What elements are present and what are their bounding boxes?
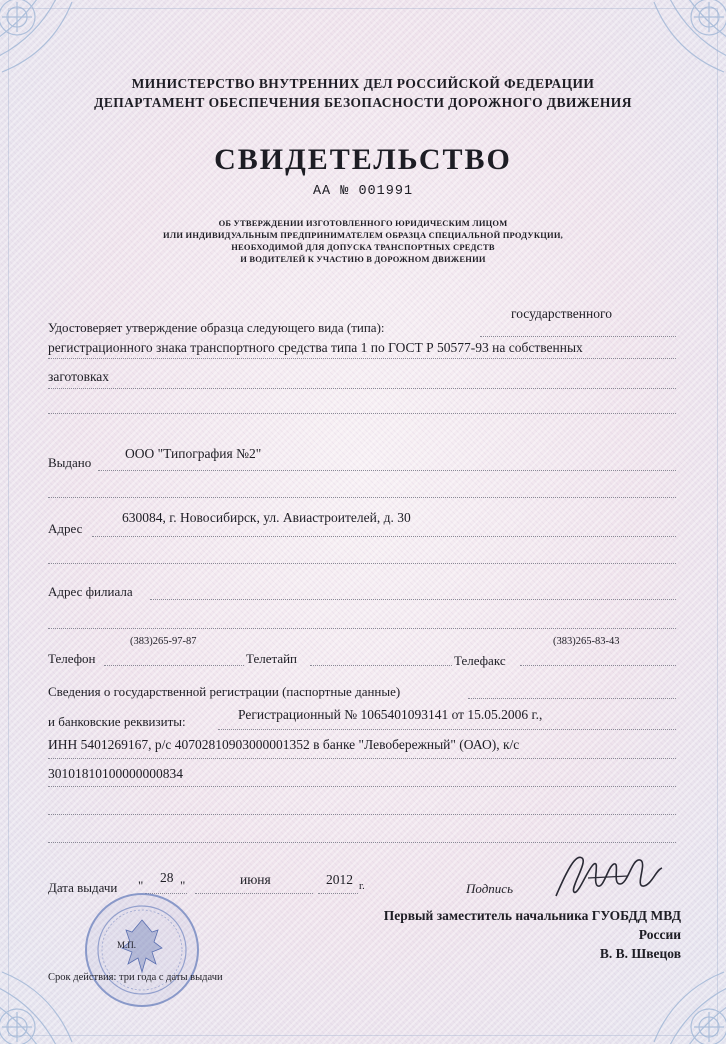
address-label: Адрес	[48, 521, 83, 536]
department-heading: ДЕПАРТАМЕНТ ОБЕСПЕЧЕНИЯ БЕЗОПАСНОСТИ ДОРОЖНОГО ДВИЖЕНИЯ	[94, 95, 632, 110]
document-title: СВИДЕТЕЛЬСТВО	[214, 143, 512, 176]
registration-value-line1: Регистрационный № 1065401093141 от 15.05.2006 г.,	[238, 707, 543, 722]
signature-icon	[548, 848, 668, 908]
quote-close: "	[180, 878, 186, 893]
serial-number: АА № 001991	[312, 184, 414, 199]
issue-month: июня	[240, 872, 271, 887]
approval-value-line3: заготовках	[48, 369, 110, 384]
subtitle-line: ОБ УТВЕРЖДЕНИИ ИЗГОТОВЛЕННОГО ЮРИДИЧЕСКИМ ЛИЦОМ	[218, 218, 508, 228]
subtitle-line: ИЛИ ИНДИВИДУАЛЬНЫМ ПРЕДПРИНИМАТЕЛЕМ ОБРАЗЦА СПЕЦИАЛЬНОЙ ПРОДУКЦИИ,	[163, 230, 563, 240]
phone-label: Телефон	[48, 651, 96, 666]
signatory-position: Первый заместитель начальника ГУОБДД МВД	[383, 908, 681, 923]
subtitle-line: НЕОБХОДИМОЙ ДЛЯ ДОПУСКА ТРАНСПОРТНЫХ СРЕДСТВ	[231, 242, 495, 252]
registration-value-line3: 30101810100000000834	[48, 766, 183, 781]
subtitle-line: И ВОДИТЕЛЕЙ К УЧАСТИЮ В ДОРОЖНОМ ДВИЖЕНИИ	[240, 254, 486, 264]
approval-value-line2: регистрационного знака транспортного средства типа 1 по ГОСТ Р 50577-93 на собственных	[48, 340, 583, 355]
issued-to-label: Выдано	[48, 455, 92, 470]
signatory-country: России	[638, 927, 681, 942]
issued-to-value: ООО "Типография №2"	[125, 446, 262, 461]
ministry-heading: МИНИСТЕРСТВО ВНУТРЕННИХ ДЕЛ РОССИЙСКОЙ ФЕДЕРАЦИИ	[131, 76, 595, 91]
approval-value-line1: государственного	[511, 306, 612, 321]
issue-date-label: Дата выдачи	[48, 880, 118, 895]
registration-label-line1: Сведения о государственной регистрации (паспортные данные)	[48, 684, 401, 699]
approval-label: Удостоверяет утверждение образца следующего вида (типа):	[48, 320, 385, 335]
quote-open: "	[138, 878, 144, 893]
teletype-label: Телетайп	[246, 651, 297, 666]
address-value: 630084, г. Новосибирск, ул. Авиастроителей, д. 30	[122, 510, 411, 525]
signature-label: Подпись	[466, 881, 513, 896]
official-stamp-icon	[82, 890, 202, 1010]
fax-value: (383)265-83-43	[553, 636, 620, 647]
branch-address-label: Адрес филиала	[48, 584, 133, 599]
issue-year: 2012	[326, 872, 353, 887]
registration-value-line2: ИНН 5401269167, р/с 40702810903000001352 в банке "Левобережный" (ОАО), к/с	[48, 737, 520, 752]
fax-label: Телефакс	[454, 653, 506, 668]
registration-label-line2: и банковские реквизиты:	[48, 714, 186, 729]
phone-value: (383)265-97-87	[130, 636, 197, 647]
year-suffix: г.	[359, 881, 365, 892]
stamp-place-label: М.П.	[117, 940, 137, 950]
validity-note: Срок действия: три года с даты выдачи	[48, 972, 223, 983]
signatory-name: В. В. Швецов	[599, 946, 681, 961]
issue-day: 28	[160, 870, 174, 885]
